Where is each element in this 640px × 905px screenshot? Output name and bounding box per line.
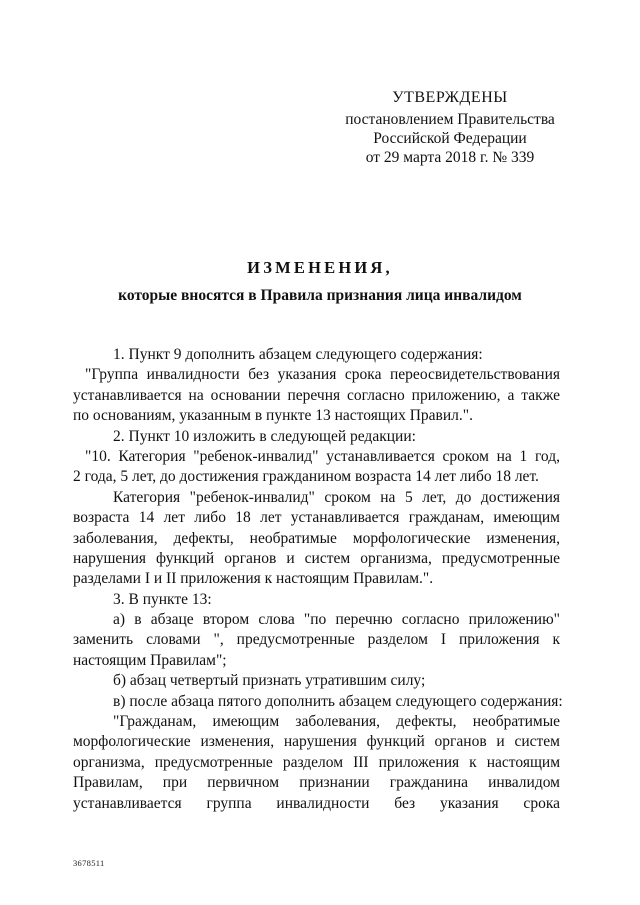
body-line: устанавливается группа инвалидности без указания срока — [73, 794, 560, 812]
body-line: 1. Пункт 9 дополнить абзацем следующего содержания: — [113, 346, 483, 363]
approval-heading: УТВЕРЖДЕНЫ — [392, 89, 508, 106]
document-code: 3678511 — [73, 858, 105, 868]
body-line: 2. Пункт 10 изложить в следующей редакции: — [113, 427, 416, 445]
body-line: устанавливается на основании перечня согласно приложению, а также — [73, 386, 560, 404]
body-line: организма, предусмотренные разделом III приложения к настоящим — [73, 753, 560, 771]
document-subtitle: которые вносятся в Правила признания лица инвалидом — [118, 287, 522, 304]
body-line: Категория "ребенок-инвалид" сроком на 5 лет, до достижения — [113, 488, 560, 506]
body-line: а) в абзаце втором слова "по перечню согласно приложению" — [113, 611, 560, 629]
body-line: Правилам, при первичном признании гражданина инвалидом — [73, 774, 560, 792]
body-line: по основаниям, указанным в пункте 13 настоящих Правил.". — [73, 407, 473, 425]
body-line: "Гражданам, имеющим заболевания, дефекты, необратимые — [113, 713, 560, 731]
body-line: 2 года, 5 лет, до достижения гражданином возраста 14 лет либо 18 лет. — [73, 468, 539, 486]
body-line: заболевания, дефекты, необратимые морфологические изменения, — [73, 529, 560, 547]
body-line: "Группа инвалидности без указания срока переосвидетельствования — [85, 366, 560, 384]
body-line: настоящим Правилам"; — [73, 651, 227, 669]
approval-line: Российской Федерации — [373, 130, 527, 147]
approval-stamp — [330, 88, 570, 167]
document-body — [73, 345, 563, 814]
body-line: "10. Категория "ребенок-инвалид" устанавливается сроком на 1 год, — [85, 447, 560, 465]
body-line: в) после абзаца пятого дополнить абзацем следующего содержания: — [113, 692, 563, 710]
body-line: морфологические изменения, нарушения функций органов и систем — [73, 733, 560, 751]
body-line: возраста 14 лет либо 18 лет устанавливается гражданам, имеющим — [73, 509, 560, 527]
body-line: 3. В пункте 13: — [113, 590, 212, 608]
document-title: ИЗМЕНЕНИЯ, — [247, 258, 393, 277]
approval-line: от 29 марта 2018 г. № 339 — [365, 149, 535, 166]
approval-line: постановлением Правительства — [345, 111, 555, 128]
body-line: нарушения функций органов и систем организма, предусмотренные — [73, 549, 560, 567]
body-line: заменить словами ", предусмотренные разделом I приложения к — [73, 631, 560, 649]
body-line: разделами I и II приложения к настоящим Правилам.". — [73, 570, 434, 588]
body-line: б) абзац четвертый признать утратившим силу; — [113, 672, 426, 690]
